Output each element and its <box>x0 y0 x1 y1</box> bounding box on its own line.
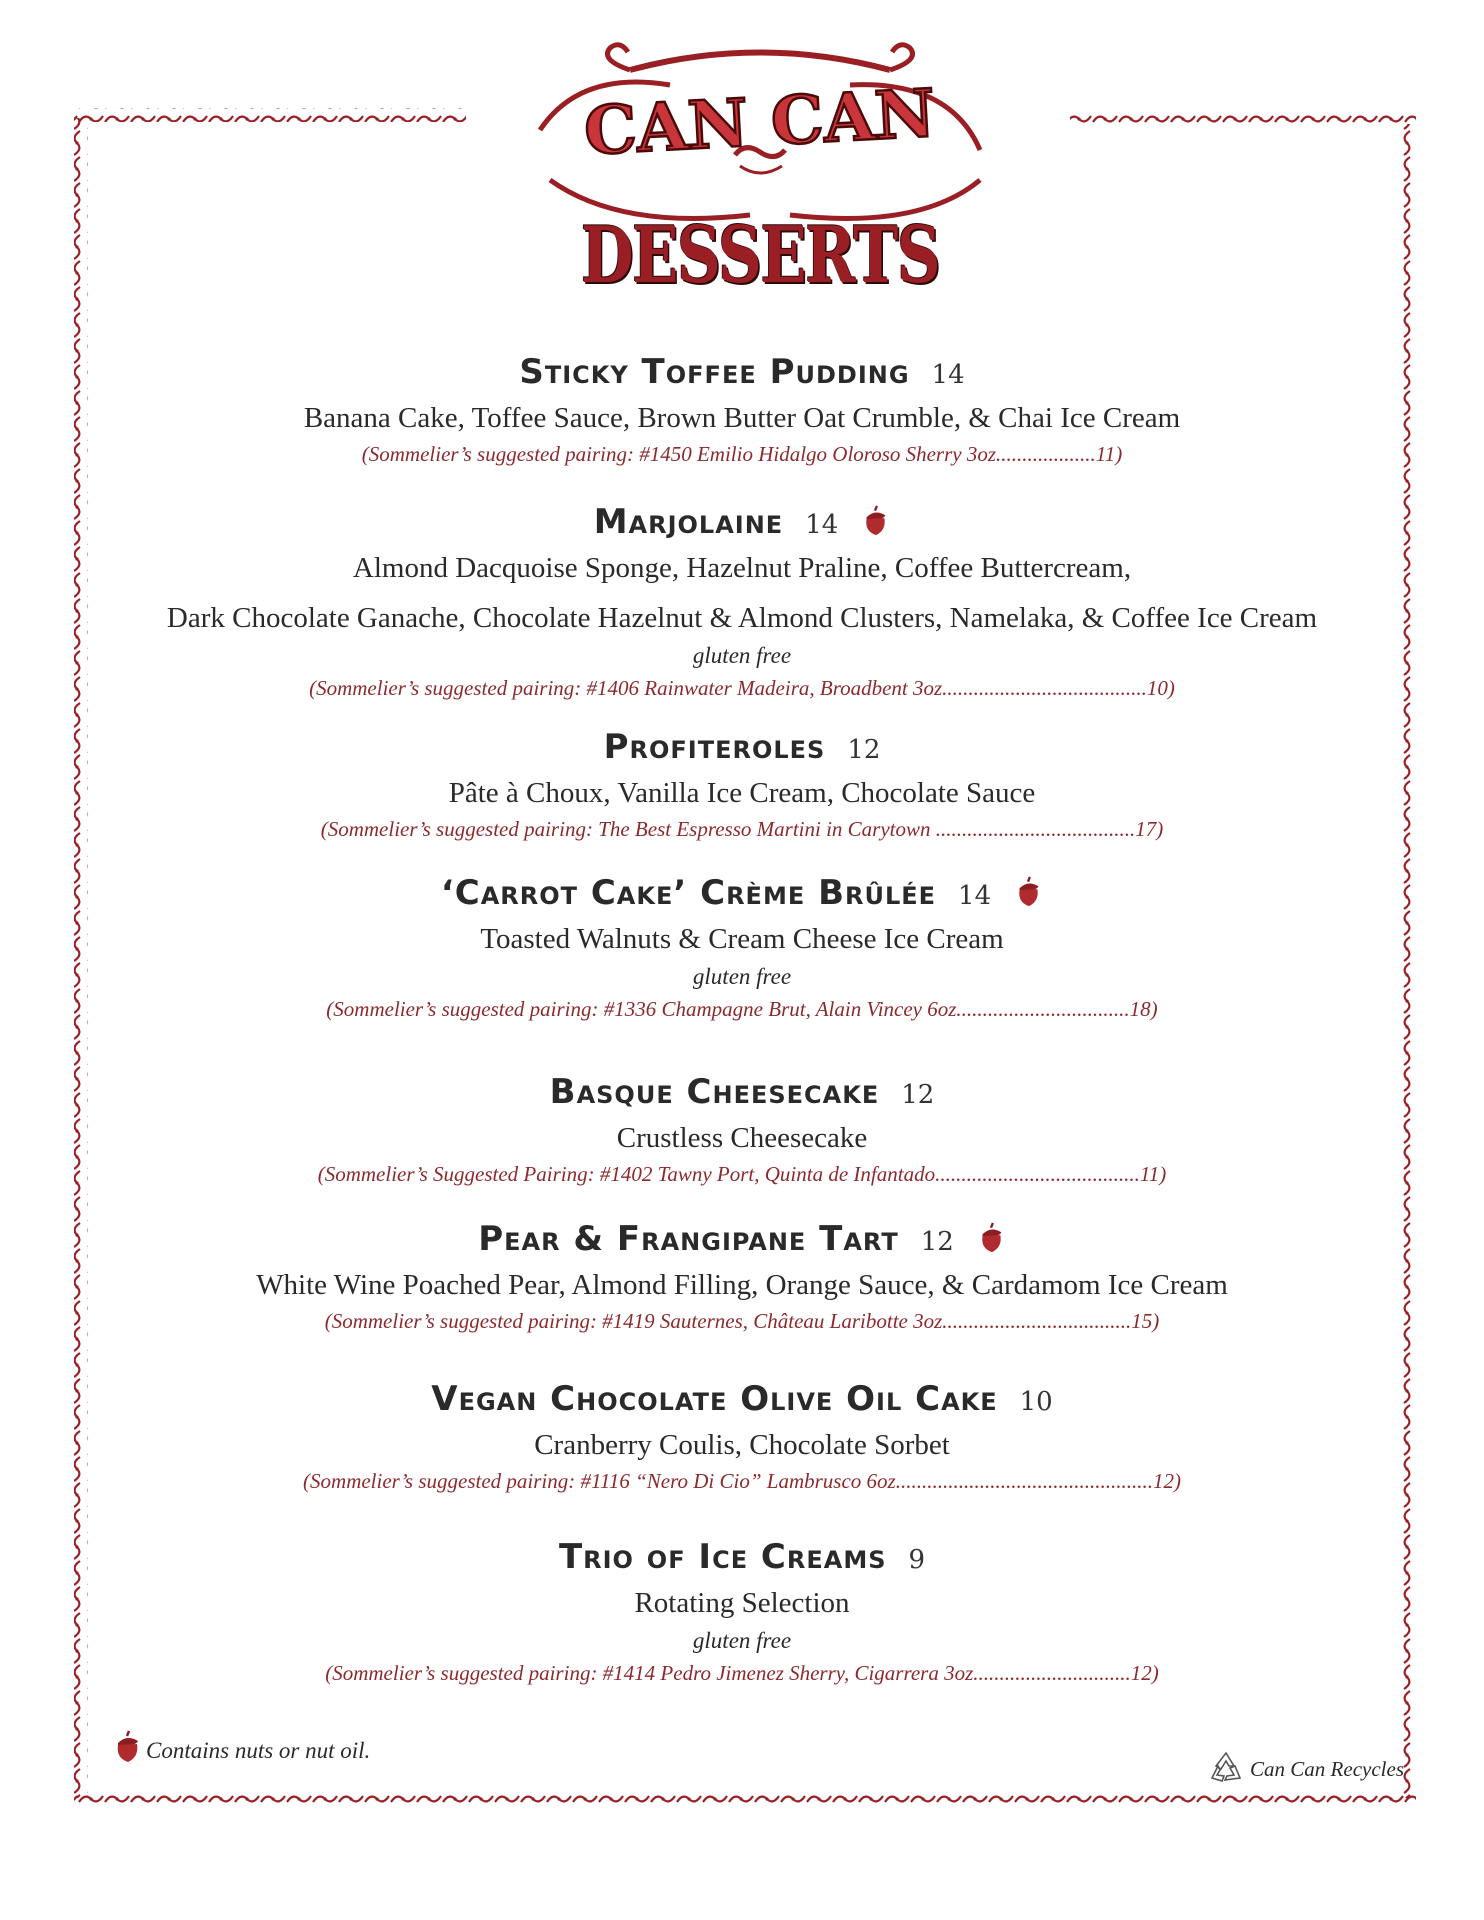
menu-item-price: 14 <box>805 510 839 540</box>
menu-item <box>80 727 1404 844</box>
wine-pairing: (Sommelier’s suggested pairing: #1406 Rainwater Madeira, Broadbent 3oz.......................................10) <box>309 676 1175 700</box>
menu-item <box>80 1072 1404 1189</box>
menu-item-description: Dark Chocolate Ganache, Chocolate Hazelnut & Almond Clusters, Namelaka, & Coffee Ice Cream <box>166 602 1318 634</box>
menu-item-header <box>80 352 1404 392</box>
wine-pairing: (Sommelier’s Suggested Pairing: #1402 Tawny Port, Quinta de Infantado.......................................11) <box>317 1162 1167 1186</box>
menu-item-name: Profiteroles <box>603 727 826 767</box>
acorn-icon <box>112 1730 142 1764</box>
menu-item-price: 12 <box>901 1080 935 1110</box>
menu-item-name: ‘Carrot Cake’ Crème Brûlée <box>440 873 937 913</box>
menu-item-price: 12 <box>847 735 881 765</box>
logo-title: CAN CAN <box>582 73 937 171</box>
menu-item <box>80 1219 1404 1336</box>
menu-item-price: 12 <box>920 1227 954 1257</box>
menu-item-description: Cranberry Coulis, Chocolate Sorbet <box>534 1429 950 1461</box>
menu-item-price: 9 <box>908 1545 926 1575</box>
wine-pairing: (Sommelier’s suggested pairing: #1336 Champagne Brut, Alain Vincey 6oz.................................18) <box>326 997 1158 1021</box>
menu-item <box>80 1379 1404 1496</box>
nut-legend <box>112 1730 370 1764</box>
nut-legend-text: Contains nuts or nut oil. <box>146 1738 371 1763</box>
wine-pairing: (Sommelier’s suggested pairing: #1419 Sauternes, Château Laribotte 3oz....................................15) <box>324 1309 1160 1333</box>
menu-item <box>80 873 1404 1024</box>
menu-item <box>80 1537 1404 1688</box>
menu-item-description: Pâte à Choux, Vanilla Ice Cream, Chocolate Sauce <box>448 777 1036 809</box>
logo <box>520 30 1000 301</box>
recycle-note <box>1206 1750 1404 1784</box>
acorn-icon <box>1013 876 1043 908</box>
menu-item-name: Trio of Ice Creams <box>558 1537 887 1577</box>
menu-item-description: Banana Cake, Toffee Sauce, Brown Butter Oat Crumble, & Chai Ice Cream <box>303 402 1181 434</box>
menu-item-header <box>80 1379 1404 1419</box>
menu-item-name: Marjolaine <box>593 502 784 542</box>
acorn-icon <box>860 505 890 537</box>
menu-item-header <box>80 873 1404 913</box>
recycle-text: Can Can Recycles <box>1250 1757 1404 1781</box>
menu-item <box>80 502 1404 703</box>
menu-item-name: Basque Cheesecake <box>549 1072 880 1112</box>
menu-item-description: Toasted Walnuts & Cream Cheese Ice Cream <box>480 923 1004 955</box>
logo-subtitle: DESSERTS <box>580 210 940 301</box>
wine-pairing: (Sommelier’s suggested pairing: #1116 “Nero Di Cio” Lambrusco 6oz.................................................12) <box>303 1469 1181 1493</box>
menu-item-price: 10 <box>1019 1387 1053 1417</box>
menu-item-description: Crustless Cheesecake <box>616 1122 868 1154</box>
logo-emblem <box>520 30 1000 230</box>
menu-item-header <box>80 1219 1404 1259</box>
menu-item-header <box>80 1072 1404 1112</box>
menu-item-header <box>80 727 1404 767</box>
gluten-free-note: gluten free <box>692 964 792 989</box>
menu-item-name: Vegan Chocolate Olive Oil Cake <box>431 1379 998 1419</box>
menu-item-description: Rotating Selection <box>634 1587 850 1619</box>
recycle-icon <box>1206 1750 1246 1784</box>
gluten-free-note: gluten free <box>692 643 792 668</box>
gluten-free-note: gluten free <box>692 1628 792 1653</box>
wine-pairing: (Sommelier’s suggested pairing: The Best Espresso Martini in Carytown ......................................17) <box>320 817 1164 841</box>
menu-item-header <box>80 502 1404 542</box>
menu-item-price: 14 <box>931 360 965 390</box>
wine-pairing: (Sommelier’s suggested pairing: #1450 Emilio Hidalgo Oloroso Sherry 3oz...................11) <box>361 442 1123 466</box>
acorn-icon <box>976 1222 1006 1254</box>
menu-item-description: Almond Dacquoise Sponge, Hazelnut Praline, Coffee Buttercream, <box>352 552 1132 584</box>
menu-item-header <box>80 1537 1404 1577</box>
wine-pairing: (Sommelier’s suggested pairing: #1414 Pedro Jimenez Sherry, Cigarrera 3oz..............................12) <box>325 1661 1159 1685</box>
menu-item-price: 14 <box>958 881 992 911</box>
menu-item-name: Sticky Toffee Pudding <box>519 352 910 392</box>
menu-item-name: Pear & Frangipane Tart <box>478 1219 899 1259</box>
menu-item <box>80 352 1404 469</box>
menu-item-description: White Wine Poached Pear, Almond Filling, Orange Sauce, & Cardamom Ice Cream <box>256 1269 1228 1301</box>
